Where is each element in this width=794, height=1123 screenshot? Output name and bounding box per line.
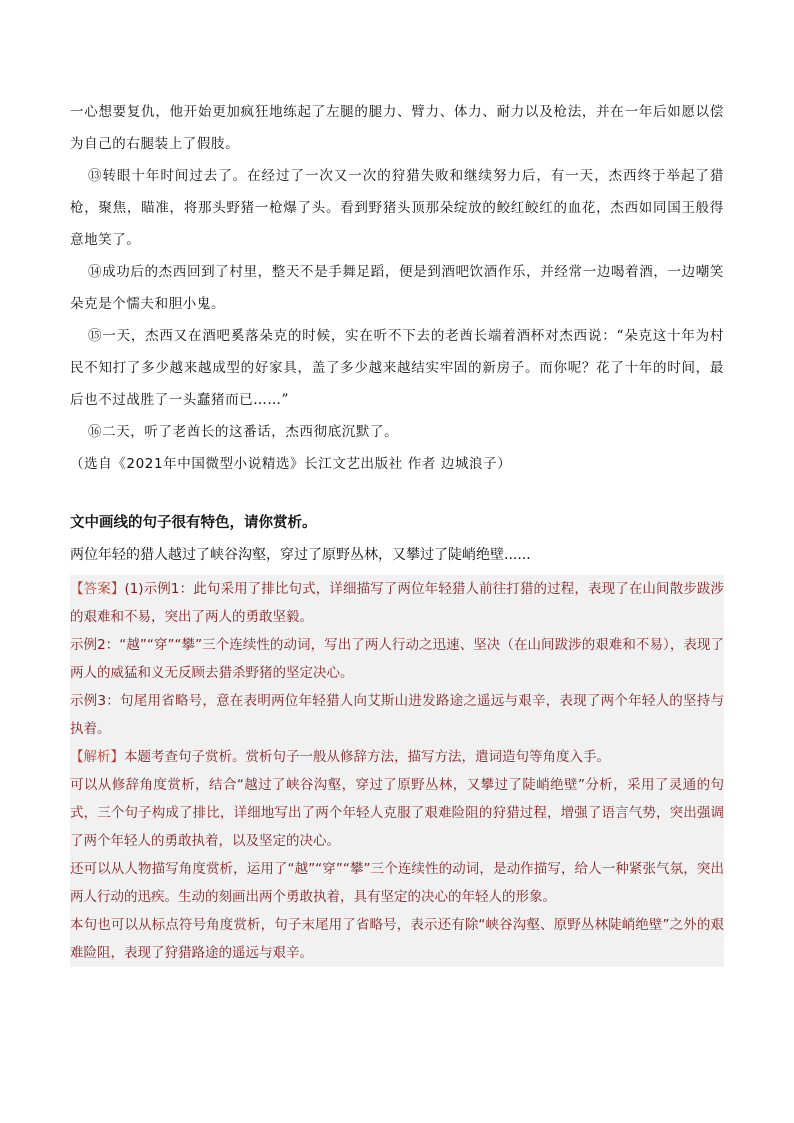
question-title: 文中画线的句子很有特色，请你赏析。 [70,515,317,531]
answer-example-1 [70,575,724,631]
question-sentence: 两位年轻的猎人越过了峡谷沟壑，穿过了原野丛林，又攀过了陡峭绝壁...... [70,547,531,563]
analysis-1 [70,743,724,771]
passage-source: （选自《2021年中国微型小说精选》长江文艺出版社 作者 边城浪子） [70,456,512,472]
analysis-3: 还可以从人物描写角度赏析，运用了“越”“穿”“攀”三个连续性的动词，是动作描写，给人一种紧张气氛，突出两人行动的迅疾。生动的刻画出两个勇敢执着，具有坚定的决心的年轻人的形象。 [70,861,724,905]
passage-paragraph-13: ⑬转眼十年时间过去了。在经过了一次又一次的狩猎失败和继续努力后，有一天，杰西终于举起了猎枪，聚焦，瞄准，将那头野猪一枪爆了头。看到野猪头顶那朵绽放的鲛红鲛红的血花，杰西如同国王般得意地笑了。 [70,168,724,248]
answer-block [70,575,724,967]
analysis-2: 可以从修辞角度赏析，结合“越过了峡谷沟壑，穿过了原野丛林，又攀过了陡峭绝壁”分析，采用了灵通的句式，三个句子构成了排比，详细地写出了两个年轻人克服了艰难险阻的狩猎过程，增强了语言气势，突出强调了两个年轻人的勇敢执着，以及坚定的决心。 [70,777,724,849]
answer-example-2: 示例2：“越”“穿”“攀”三个连续性的动词，写出了两人行动之迅速、坚决（在山间跋涉的艰难和不易），表现了两人的威猛和义无反顾去猎杀野猪的坚定决心。 [70,637,724,681]
passage-paragraph-15: ⑮一天，杰西又在酒吧奚落朵克的时候，实在听不下去的老酋长端着酒杯对杰西说：“朵克这十年为村民不知打了多少越来越成型的好家具，盖了多少越来越结实牢固的新房子。而你呢？花了十年的时间，最后也不过战胜了一头蠢猪而已……” [70,328,724,408]
story-passage [70,96,724,480]
passage-paragraph-continued: 一心想要复仇，他开始更加疯狂地练起了左腿的腿力、臂力、体力、耐力以及枪法，并在一年后如愿以偿为自己的右腿装上了假肢。 [70,104,724,152]
analysis-tag: 【解析】 [70,749,124,765]
analysis-4: 本句也可以从标点符号角度赏析，句子末尾用了省略号，表示还有除“峡谷沟壑、原野丛林陡峭绝壁”之外的艰难险阻，表现了狩猎路途的遥远与艰辛。 [70,917,724,961]
question-block [70,510,724,568]
passage-paragraph-16: ⑯二天，听了老酋长的这番话，杰西彻底沉默了。 [88,424,399,440]
passage-paragraph-14: ⑭成功后的杰西回到了村里，整天不是手舞足蹈，便是到酒吧饮酒作乐，并经常一边喝着酒，一边嘲笑朵克是个懦夫和胆小鬼。 [70,264,724,312]
analysis-1-text: 本题考查句子赏析。赏析句子一般从修辞方法，描写方法，遣词造句等角度入手。 [124,749,610,765]
answer-example-3: 示例3：句尾用省略号，意在表明两位年轻猎人向艾斯山进发路途之遥远与艰辛，表现了两个年轻人的坚持与执着。 [70,693,724,737]
answer-example-1-text: (1)示例1：此句采用了排比句式，详细描写了两位年轻猎人前往打猎的过程，表现了在山间散步跋涉的艰难和不易，突出了两人的勇敢坚毅。 [70,581,724,625]
answer-tag: 【答案】 [70,581,125,597]
